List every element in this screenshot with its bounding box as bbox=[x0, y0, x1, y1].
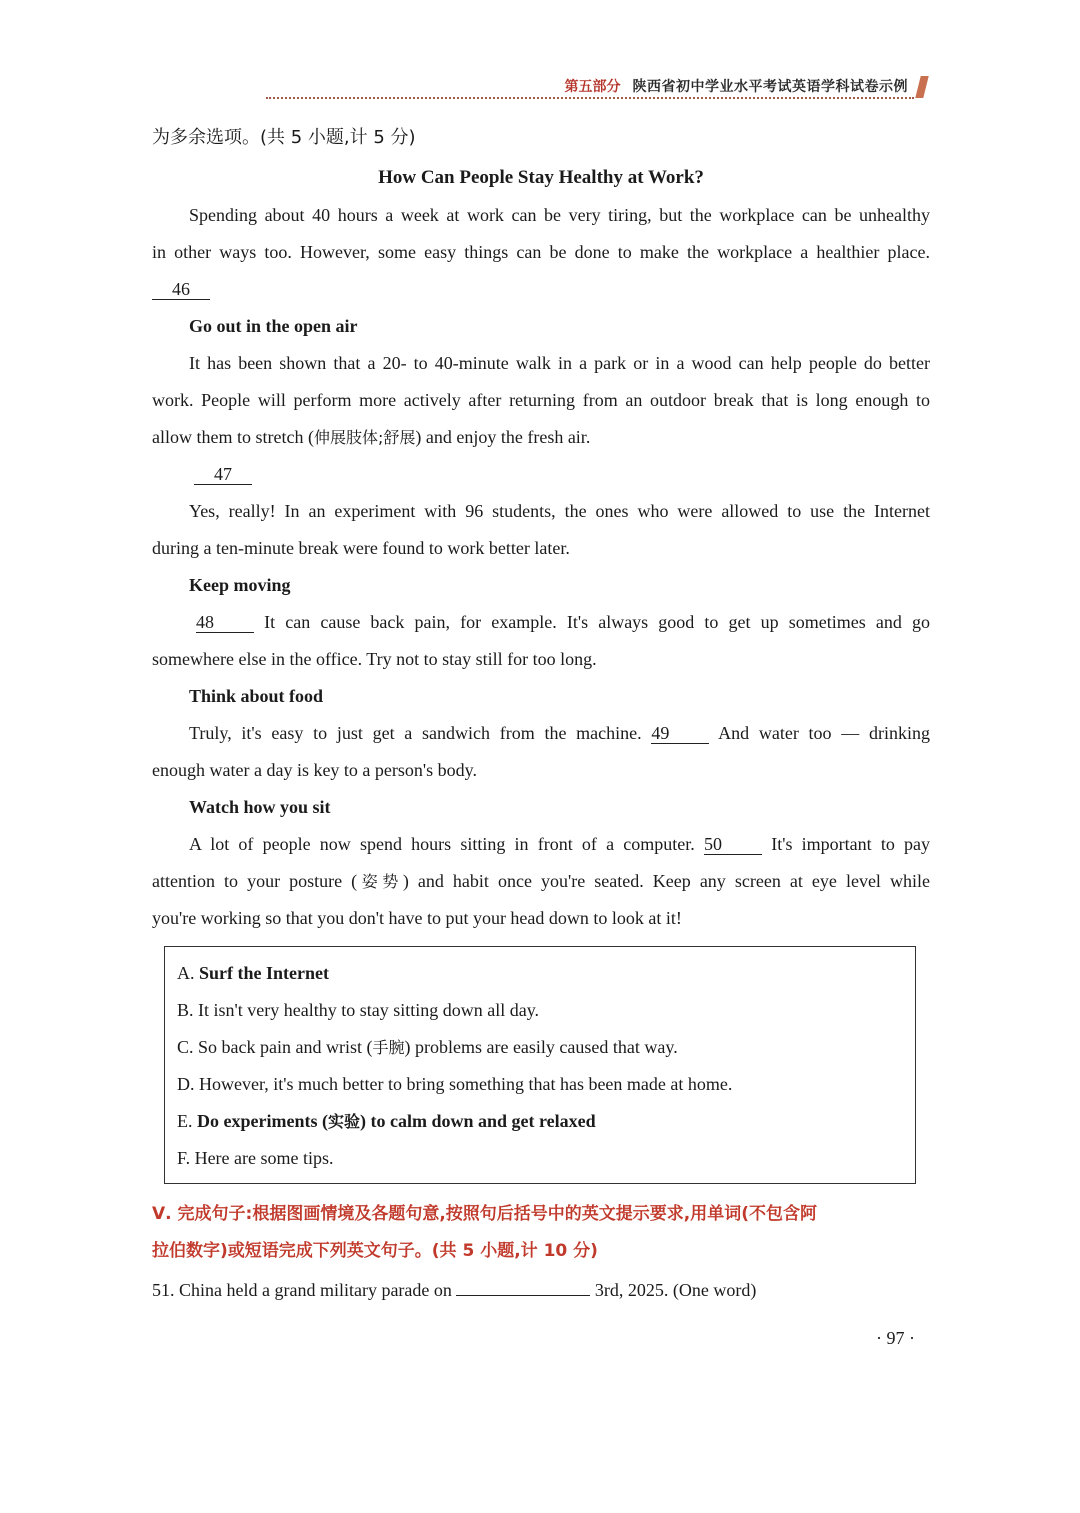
blank-47[interactable]: 47 bbox=[194, 464, 252, 485]
heading-sit: Watch how you sit bbox=[189, 797, 331, 817]
header-tab-decoration bbox=[915, 76, 928, 98]
blank-46[interactable]: 46 bbox=[152, 279, 210, 300]
header-title: 陕西省初中学业水平考试英语学科试卷示例 bbox=[632, 79, 908, 95]
header-part-label: 第五部分 bbox=[564, 79, 621, 95]
p5-line2: enough water a day is key to a person's body. bbox=[152, 760, 477, 780]
p2-line2: work. People will perform more actively after returning from an outdoor break that is long enough to bbox=[152, 390, 930, 410]
heading-keep-moving: Keep moving bbox=[189, 575, 291, 595]
page-number: · 97 · bbox=[876, 1328, 915, 1348]
p6-line2: attention to your posture (姿势) and habit once you're seated. Keep any screen at eye level while bbox=[152, 871, 930, 891]
q51-answer-blank[interactable] bbox=[456, 1277, 590, 1296]
heading-food: Think about food bbox=[189, 686, 324, 706]
header-dotted-rule bbox=[266, 97, 914, 99]
p1-line1: Spending about 40 hours a week at work can be very tiring, but the workplace can be unhealthy bbox=[189, 205, 930, 225]
option-d[interactable]: D. However, it's much better to bring something that has been made at home. bbox=[177, 1074, 733, 1094]
p3-line2: during a ten-minute break were found to work better later. bbox=[152, 538, 570, 558]
p1-line2: in other ways too. However, some easy things can be done to make the workplace a healthier place. bbox=[152, 242, 930, 262]
intro-text: 为多余选项。(共 5 小题,计 5 分) bbox=[152, 127, 416, 148]
option-c[interactable]: C. So back pain and wrist (手腕) problems are easily caused that way. bbox=[177, 1037, 678, 1057]
options-box bbox=[164, 946, 916, 1184]
p6-line1: A lot of people now spend hours sitting in front of a computer. 50 It's important to pay bbox=[189, 834, 931, 854]
option-a[interactable]: A. Surf the Internet bbox=[177, 963, 329, 983]
p2-line1: It has been shown that a 20- to 40-minute walk in a park or in a wood can help people do better bbox=[189, 353, 930, 373]
option-f[interactable]: F. Here are some tips. bbox=[177, 1148, 334, 1168]
passage-title: How Can People Stay Healthy at Work? bbox=[378, 167, 704, 188]
blank-46-line bbox=[152, 277, 930, 301]
p3-line1: Yes, really! In an experiment with 96 students, the ones who were allowed to use the Internet bbox=[189, 501, 930, 521]
blank-49[interactable]: 49 bbox=[651, 723, 709, 744]
p4-line1: 48 It can cause back pain, for example. It's always good to get up sometimes and go bbox=[196, 612, 930, 632]
option-b[interactable]: B. It isn't very healthy to stay sitting down all day. bbox=[177, 1000, 540, 1020]
blank-50[interactable]: 50 bbox=[704, 834, 762, 855]
heading-open-air: Go out in the open air bbox=[189, 316, 358, 336]
blank-47-line bbox=[194, 462, 972, 486]
p2-line3: allow them to stretch (伸展肢体;舒展) and enjoy the fresh air. bbox=[152, 427, 591, 447]
section5-instruction-line2: 拉伯数字)或短语完成下列英文句子。(共 5 小题,计 10 分) bbox=[152, 1241, 598, 1261]
p4-line2: somewhere else in the office. Try not to stay still for too long. bbox=[152, 649, 597, 669]
question-51: 51. China held a grand military parade on 3rd, 2025. (One word) bbox=[152, 1277, 930, 1302]
blank-48[interactable]: 48 bbox=[196, 612, 254, 633]
p5-line1: Truly, it's easy to just get a sandwich from the machine. 49 And water too — drinking bbox=[189, 723, 931, 743]
option-e[interactable]: E. Do experiments (实验) to calm down and get relaxed bbox=[177, 1111, 596, 1131]
p6-line3: you're working so that you don't have to put your head down to look at it! bbox=[152, 908, 682, 928]
page-header bbox=[266, 74, 926, 102]
section5-instruction-line1: Ⅴ. 完成句子:根据图画情境及各题句意,按照句后括号中的英文提示要求,用单词(不包含阿 bbox=[152, 1204, 818, 1224]
